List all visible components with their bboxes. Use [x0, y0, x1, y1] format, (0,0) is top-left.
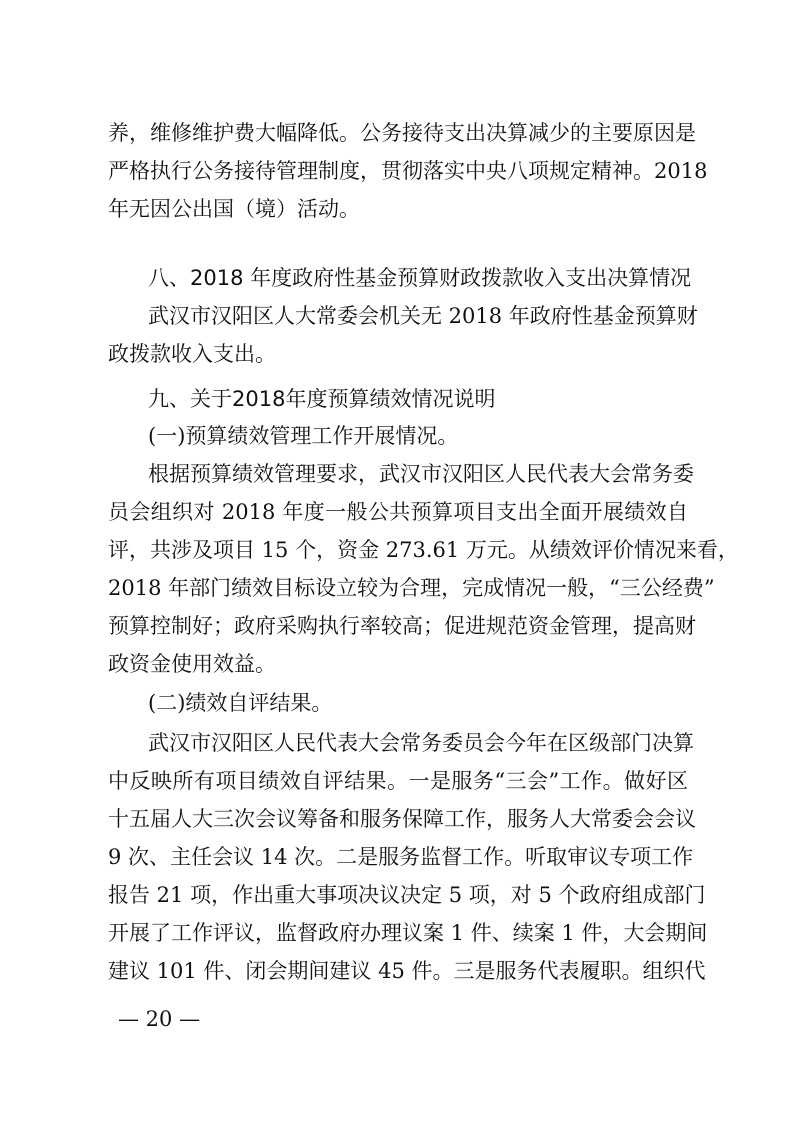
body-text-line: 武汉市汉阳区人大常委会机关无 2018 年政府性基金预算财: [148, 304, 698, 328]
body-text-line: 9 次、主任会议 14 次。二是服务监督工作。听取审议专项工作: [108, 845, 694, 869]
body-text-line: 开展了工作评议，监督政府办理议案 1 件、续案 1 件，大会期间: [108, 921, 708, 945]
page-number: — 20 —: [118, 1007, 201, 1031]
body-text-line: 政拨款收入支出。: [108, 342, 276, 366]
body-text-line: 严格执行公务接待管理制度，贯彻落实中央八项规定精神。2018: [108, 159, 708, 183]
body-text-line: 中反映所有项目绩效自评结果。一是服务“三会”工作。做好区: [108, 769, 688, 793]
body-text-line: 根据预算绩效管理要求，武汉市汉阳区人民代表大会常务委: [148, 462, 694, 486]
subsection-heading: (一)预算绩效管理工作开展情况。: [148, 424, 459, 448]
body-text-line: 养，维修维护费大幅降低。公务接待支出决算减少的主要原因是: [108, 121, 696, 145]
body-text-line: 评，共涉及项目 15 个，资金 273.61 万元。从绩效评价情况来看，: [108, 538, 739, 562]
body-text-line: 政资金使用效益。: [108, 652, 276, 676]
body-text-line: 建议 101 件、闭会期间建议 45 件。三是服务代表履职。组织代: [108, 959, 706, 983]
body-text-line: 2018 年部门绩效目标设立较为合理，完成情况一般，“三公经费”: [108, 576, 715, 600]
section-heading: 八、2018 年度政府性基金预算财政拨款收入支出决算情况: [148, 266, 692, 290]
body-text-line: 年无因公出国（境）活动。: [108, 197, 360, 221]
body-text-line: 报告 21 项，作出重大事项决议决定 5 项，对 5 个政府组成部门: [108, 883, 706, 907]
subsection-heading: (二)绩效自评结果。: [148, 691, 333, 715]
body-text-line: 员会组织对 2018 年度一般公共预算项目支出全面开展绩效自: [108, 500, 688, 524]
body-text-line: 预算控制好；政府采购执行率较高；促进规范资金管理，提高财: [108, 614, 696, 638]
section-heading: 九、关于2018年度预算绩效情况说明: [148, 387, 496, 411]
body-text-line: 十五届人大三次会议筹备和服务保障工作，服务人大常委会会议: [108, 807, 696, 831]
body-text-line: 武汉市汉阳区人民代表大会常务委员会今年在区级部门决算: [148, 731, 694, 755]
